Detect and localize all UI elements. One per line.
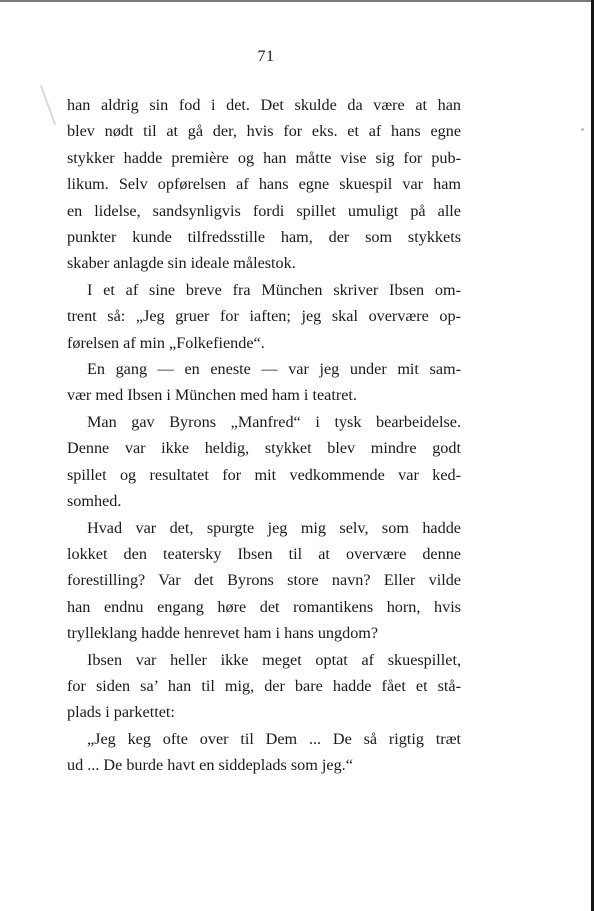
scan-mark (40, 85, 56, 125)
text-line: han endnu engang høre det romantikens horn, hvis (67, 597, 461, 616)
text-line: en lidelse, sandsynligvis fordi spillet umuligt på alle (67, 201, 461, 220)
text-line: skaber anlagde sin ideale målestok. (67, 254, 296, 273)
text-line: trylleklang hadde henrevet ham i hans ungdom? (67, 624, 379, 643)
text-line: blev nødt til at gå der, hvis for eks. et af hans egne (67, 122, 461, 141)
text-line: „Jeg keg ofte over til Dem ... De så rigtig træt (87, 729, 461, 748)
text-line: trent så: „Jeg gruer for iaften; jeg skal overvære op- (67, 307, 461, 326)
text-line: ud ... De burde havt en siddeplads som jeg.“ (67, 756, 353, 775)
text-line: for siden sa’ han til mig, der bare hadde fået et stå- (67, 676, 461, 695)
text-line: han aldrig sin fod i det. Det skulde da være at han (67, 96, 461, 114)
text-line: stykker hadde première og han måtte vise sig for pub- (67, 148, 461, 167)
text-line: plads i parkettet: (67, 703, 175, 722)
text-line: likum. Selv opførelsen af hans egne skuespil var ham (67, 175, 461, 194)
text-line: somhed. (67, 492, 122, 511)
text-line: Hvad var det, spurgte jeg mig selv, som hadde (87, 518, 461, 537)
text-line: Ibsen var heller ikke meget optat af skuespillet, (87, 650, 461, 669)
body-text (67, 92, 461, 779)
scan-top-edge (0, 0, 594, 2)
text-line: forestilling? Var det Byrons store navn? Eller vilde (67, 571, 461, 590)
page-number: 71 (257, 48, 275, 65)
text-line: I et af sine breve fra München skriver Ibsen om- (87, 280, 461, 299)
text-line: spillet og resultatet for mit vedkommende var ked- (67, 465, 461, 484)
text-line: Denne var ikke heldig, stykket blev mindre godt (67, 439, 461, 458)
text-line: førelsen af min „Folkefiende“. (67, 333, 265, 352)
text-line: lokket den teatersky Ibsen til at overvære denne (67, 544, 461, 563)
scan-dot (581, 128, 584, 131)
text-line: Man gav Byrons „Manfred“ i tysk bearbeidelse. (87, 412, 461, 431)
text-line: vær med Ibsen i München med ham i teatret. (67, 386, 357, 405)
text-line: En gang — en eneste — var jeg under mit sam- (87, 360, 461, 379)
text-line: punkter kunde tilfredsstille ham, der som stykkets (67, 228, 461, 247)
